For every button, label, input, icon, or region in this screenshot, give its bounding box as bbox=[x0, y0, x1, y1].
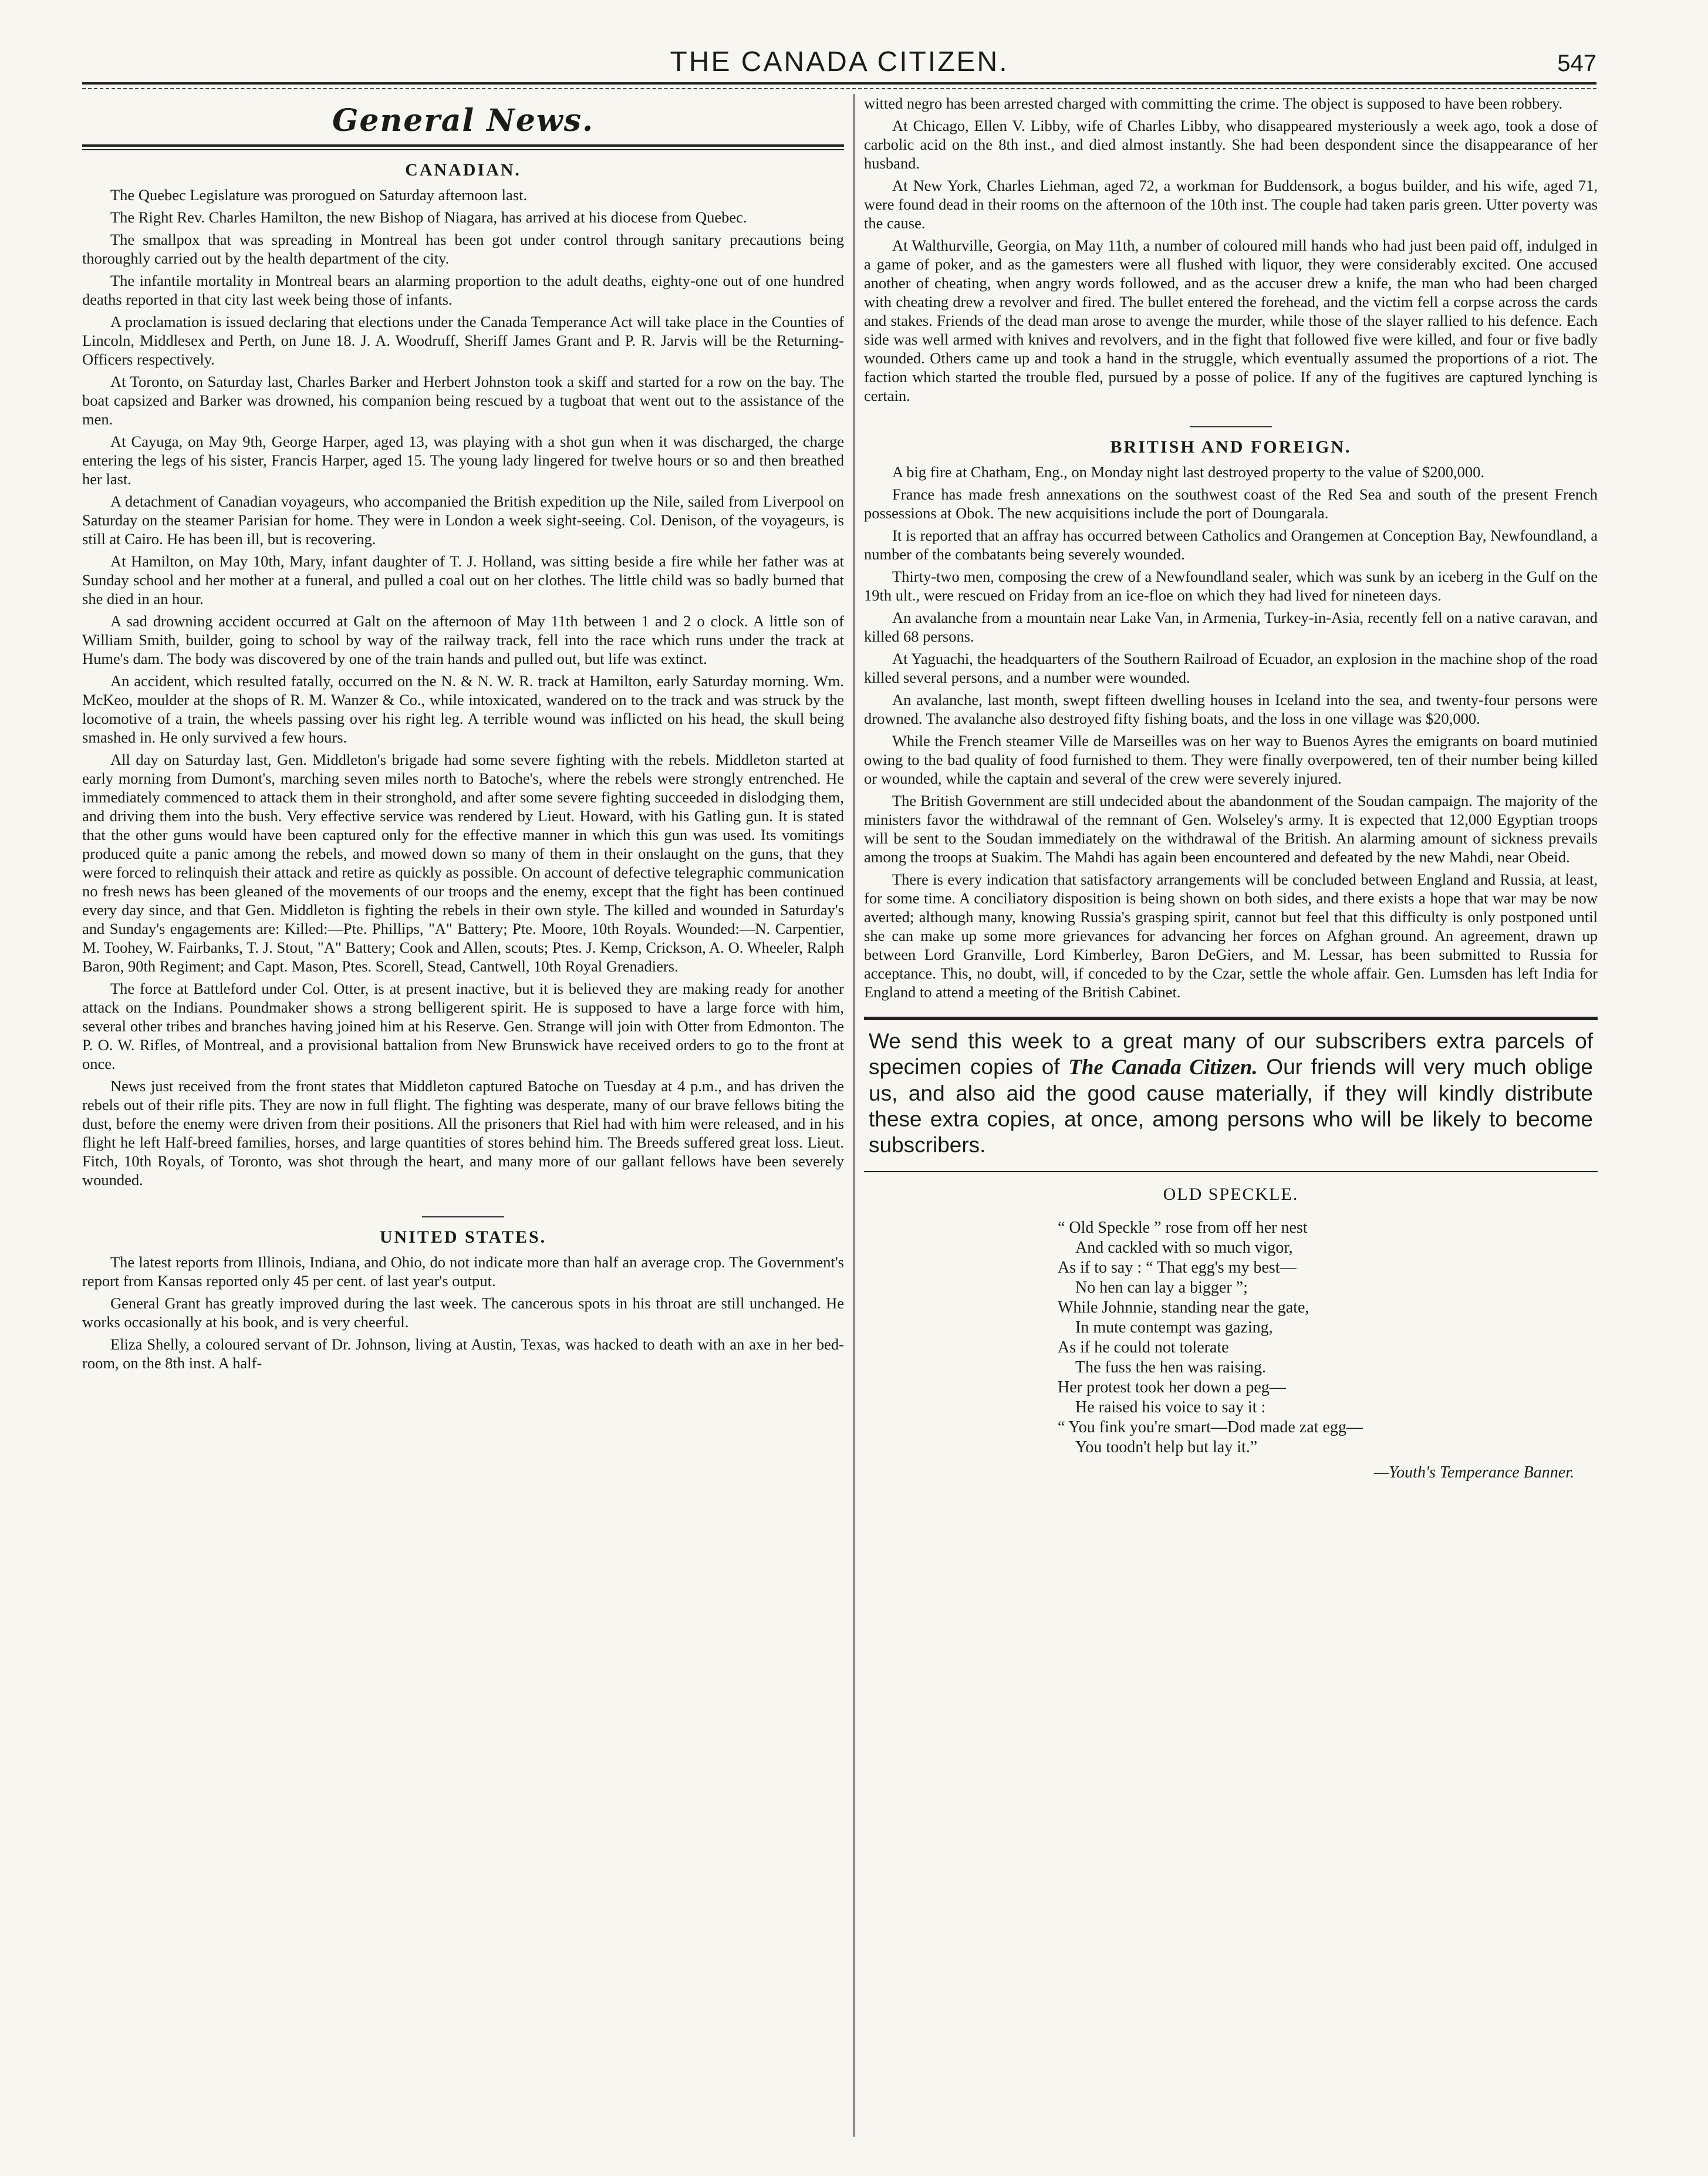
news-paragraph: The infantile mortality in Montreal bears an alarming proportion to the adult deaths, eighty-one out of one hundred deaths reported in that city last week being those of infants. bbox=[82, 272, 844, 308]
news-paragraph: Eliza Shelly, a coloured servant of Dr. Johnson, living at Austin, Texas, was hacked to death with an axe in her bed-room, on the 8th inst. A half- bbox=[82, 1335, 844, 1372]
newspaper-title: THE CANADA CITIZEN. bbox=[670, 46, 1009, 77]
canadian-heading: CANADIAN. bbox=[405, 160, 521, 180]
news-paragraph: Thirty-two men, composing the crew of a Newfoundland sealer, which was sunk by an iceberg in the Gulf on the 19th ult., were rescued on Friday from an ice-floe on which they had lived for nineteen days. bbox=[864, 568, 1598, 604]
united-states-heading: UNITED STATES. bbox=[379, 1227, 547, 1247]
news-paragraph: General Grant has greatly improved during the last week. The cancerous spots in his throat are still unchanged. He works occasionally at his book, and is very cheerful. bbox=[82, 1294, 844, 1331]
news-paragraph: The latest reports from Illinois, Indiana, and Ohio, do not indicate more than half an average crop. The Government's report from Kansas reported only 45 per cent. of last year's output. bbox=[82, 1253, 844, 1290]
header-dashed-rule bbox=[82, 88, 1596, 89]
poem-line: In mute contempt was gazing, bbox=[1075, 1318, 1273, 1337]
news-paragraph: At New York, Charles Liehman, aged 72, a workman for Buddensork, a bogus builder, and his wife, aged 71, were found dead in their rooms on the afternoon of the 10th inst. The couple had taken paris green. Utter poverty was the cause. bbox=[864, 177, 1598, 232]
news-paragraph: While the French steamer Ville de Marseilles was on her way to Buenos Ayres the emigrants on board mutinied owing to the bad quality of food furnished to them. They were finally overpowered, ten of their number being killed or wounded, while the captain and several of the crew were severely injured. bbox=[864, 732, 1598, 787]
poem-line: He raised his voice to say it : bbox=[1075, 1398, 1266, 1416]
news-paragraph: An avalanche, last month, swept fifteen dwelling houses in Iceland into the sea, and twenty-four persons were drowned. The avalanche also destroyed fifty fishing boats, and the loss in one village was $20,000. bbox=[864, 691, 1598, 727]
news-paragraph: It is reported that an affray has occurred between Catholics and Orangemen at Conception Bay, Newfoundland, a number of the combatants being severely wounded. bbox=[864, 527, 1598, 563]
news-paragraph: At Chicago, Ellen V. Libby, wife of Charles Libby, who disappeared mysteriously a week ago, took a dose of carbolic acid on the 8th inst., and died almost instantly. She had been despondent since the disappearance of her husband. bbox=[864, 117, 1598, 172]
poem bbox=[1058, 1218, 1598, 1458]
poem-line: “ Old Speckle ” rose from off her nest bbox=[1058, 1219, 1308, 1237]
news-paragraph: At Toronto, on Saturday last, Charles Barker and Herbert Johnston took a skiff and started for a row on the bay. The boat capsized and Barker was drowned, his companion being rescued by a tugboat that went out to the assistance of the men. bbox=[82, 373, 844, 428]
news-paragraph: All day on Saturday last, Gen. Middleton's brigade had some severe fighting with the rebels. Middleton started at early morning from Dumont's, marching seven miles north to Batoche's, where the rebels were strongly entrenched. He immediately commenced to attack them in their stronghold, and after some severe fighting succeeded in dislodging them, and driving them into the bush. Very effective service was rendered by Lieut. Howard, with his Gatling gun. It is stated that the other guns would have been captured only for the effective manner in which this gun was used. Its vomitings produced quite a panic among the rebels, and mowed down so many of them in their onslaught on the guns, that they were forced to relinquish their attack and retire as quickly as possible. On account of defective telegraphic communication no fresh news has been gleaned of the movements of our troops and the enemy, except that the fight has been continued every day since, and that Gen. Middleton is fighting the rebels in their own style. The killed and wounded in Saturday's and Sunday's engagements are: Killed:—Pte. Phillips, "A" Battery; Pte. Moore, 10th Royals. Wounded:—N. Carpentier, M. Toohey, W. Fairbanks, T. J. Stout, "A" Battery; Cook and Allen, scouts; Ptes. J. Kemp, Crickson, A. O. Wheeler, Ralph Baron, 90th Regiment; and Capt. Mason, Ptes. Scorell, Stead, Cantwell, 10th Royal Grenadiers. bbox=[82, 751, 845, 975]
british-foreign-heading: BRITISH AND FOREIGN. bbox=[1110, 437, 1352, 457]
poem-source: —Youth's Temperance Banner. bbox=[1374, 1463, 1574, 1482]
poem-line: And cackled with so much vigor, bbox=[1075, 1239, 1293, 1257]
right-column bbox=[864, 94, 1598, 1482]
news-paragraph: There is every indication that satisfactory arrangements will be concluded between England and Russia, at least, for some time. A conciliatory disposition is being shown on both sides, and there exists a hope that war may be now averted; although many, knowing Russia's grasping spirit, cannot but feel that this difficulty is only postponed until she can make up some more grievances for advancing her forces on Afghan ground. An agreement, drawn up between Lord Granville, Lord Kimberley, Baron DeGiers, and M. Lessar, has been submitted to Russia for acceptance. This, no doubt, will, if conceded to by the Czar, settle the whole affair. Gen. Lumsden has left India for England to attend a meeting of the British Cabinet. bbox=[864, 871, 1598, 1001]
news-paragraph: At Cayuga, on May 9th, George Harper, aged 13, was playing with a shot gun when it was discharged, the charge entering the legs of his sister, Francis Harper, aged 15. The young lady lingered for twelve hours or so and then breathed her last. bbox=[82, 433, 844, 488]
section-rule bbox=[422, 1216, 504, 1217]
poem-line: “ You fink you're smart—Dod made zat egg— bbox=[1058, 1418, 1363, 1436]
poem-line: Her protest took her down a peg— bbox=[1058, 1378, 1286, 1396]
news-paragraph: The smallpox that was spreading in Montreal has been got under control through sanitary precautions being thoroughly carried out by the health department of the city. bbox=[82, 231, 844, 267]
news-paragraph: The British Government are still undecided about the abandonment of the Soudan campaign. The majority of the ministers favor the withdrawal of the remnant of Gen. Wolseley's army. It is expected that 12,000 Egyptian troops will be sent to the Soudan immediately on the withdrawal of the British. An alarming amount of sickness prevails among the troops at Suakim. The Mahdi has again been encountered and defeated by the new Mahdi, near Obeid. bbox=[864, 792, 1598, 866]
news-paragraph-continued: witted negro has been arrested charged with committing the crime. The object is supposed to have been robbery. bbox=[864, 95, 1563, 112]
news-paragraph: An avalanche from a mountain near Lake Van, in Armenia, Turkey-in-Asia, recently fell on a native caravan, and killed 68 persons. bbox=[864, 609, 1598, 645]
section-masthead: General News. bbox=[332, 103, 595, 139]
notice-paper-title: The Canada Citizen. bbox=[1068, 1055, 1258, 1079]
poem-line: The fuss the hen was raising. bbox=[1075, 1358, 1267, 1377]
page-number: 547 bbox=[1557, 50, 1596, 76]
notice-text-end: Our friends will very much oblige us, and also aid the good cause materially, if they will kindly distribute these extra copies, at once, among persons who will be likely to become subscribers. bbox=[869, 1055, 1593, 1157]
news-paragraph: At Yaguachi, the headquarters of the Southern Railroad of Ecuador, an explosion in the machine shop of the road killed several persons, and a number were wounded. bbox=[864, 650, 1598, 686]
poem-line: You toodn't help but lay it.” bbox=[1075, 1438, 1258, 1456]
news-paragraph: France has made fresh annexations on the southwest coast of the Red Sea and south of the present French possessions at Obok. The new acquisitions include the port of Doungarala. bbox=[864, 485, 1598, 522]
page-header bbox=[82, 46, 1596, 87]
poem-title: OLD SPECKLE. bbox=[1163, 1185, 1299, 1204]
news-paragraph: At Hamilton, on May 10th, Mary, infant daughter of T. J. Holland, was sitting beside a fire while her father was at Sunday school and her mother at a funeral, and pulled a coal out on her clothes. The little child was so badly burned that she died in an hour. bbox=[82, 552, 844, 608]
column-divider bbox=[853, 94, 855, 2137]
news-paragraph: A proclamation is issued declaring that elections under the Canada Temperance Act will take place in the Counties of Lincoln, Middlesex and Perth, on June 18. J. A. Woodruff, Sheriff James Grant and P. R. Jarvis will be the Returning-Officers respectively. bbox=[82, 313, 844, 368]
news-paragraph: A detachment of Canadian voyageurs, who accompanied the British expedition up the Nile, sailed from Liverpool on Saturday on the steamer Parisian for home. They were in London a week sight-seeing. Col. Denison, of the voyageurs, is still at Cairo. He has been ill, but is recovering. bbox=[82, 492, 844, 548]
news-paragraph: News just received from the front states that Middleton captured Batoche on Tuesday at 4 p.m., and has driven the rebels out of their rifle pits. They are now in full flight. The fighting was desperate, many of our brave fellows biting the dust, before the enemy were driven from their positions. All the prisoners that Riel had with him were released, and in his flight he left Half-breed families, horses, and large quantities of stores behind him. The Breeds suffered great loss. Lieut. Fitch, 10th Royals, of Toronto, was shot through the heart, and many more of our gallant fellows have been severely wounded. bbox=[82, 1077, 844, 1189]
news-paragraph: The force at Battleford under Col. Otter, is at present inactive, but it is believed they are making ready for another attack on the Indians. Poundmaker shows a strong belligerent spirit. He is supposed to have a large force with him, several other tribes and branches having joined him at his Reserve. Gen. Strange will join with Otter from Edmonton. The P. O. W. Rifles, of Montreal, and a provisional battalion from New Brunswick have received orders to go to the front at once. bbox=[82, 980, 844, 1072]
news-paragraph: The Right Rev. Charles Hamilton, the new Bishop of Niagara, has arrived at his diocese from Quebec. bbox=[110, 208, 747, 226]
masthead-rule bbox=[82, 144, 844, 150]
poem-line: As if he could not tolerate bbox=[1058, 1338, 1229, 1357]
news-paragraph: An accident, which resulted fatally, occurred on the N. & N. W. R. track at Hamilton, early Saturday morning. Wm. McKeo, moulder at the shops of R. M. Wanzer & Co., while intoxicated, wandered on to the track and was struck by the locomotive of a train, the wheels passing over his right leg. A terrible wound was inflicted on his head, the skull being smashed in. He only survived a few hours. bbox=[82, 672, 844, 746]
notice-text-start: We send this week to a great many of our subscribers extra parcels of specimen copies of bbox=[869, 1029, 1593, 1079]
news-paragraph: The Quebec Legislature was prorogued on Saturday afternoon last. bbox=[110, 186, 528, 204]
news-paragraph: A big fire at Chatham, Eng., on Monday night last destroyed property to the value of $200,000. bbox=[892, 463, 1485, 481]
poem-line: No hen can lay a bigger ”; bbox=[1075, 1278, 1248, 1297]
poem-line: While Johnnie, standing near the gate, bbox=[1058, 1298, 1309, 1317]
news-paragraph: A sad drowning accident occurred at Galt on the afternoon of May 11th between 1 and 2 o clock. A little son of William Smith, builder, going to school by way of the railway track, fell into the race which runs under the track at Hume's dam. The body was discovered by one of the train hands and pulled out, but life was extinct. bbox=[82, 612, 844, 667]
news-paragraph: At Walthurville, Georgia, on May 11th, a number of coloured mill hands who had just been paid off, indulged in a game of poker, and as the gamesters were all flushed with liquor, they were considerably excited. One accused another of cheating, when angry words followed, and as the accuser drew a knife, the man who had been charged with cheating drew a revolver and fired. The bullet entered the forehead, and the victim fell a corpse across the cards and stakes. Friends of the dead man arose to avenge the murder, while those of the slayer rallied to his defence. Each side was well armed with knives and revolvers, and in the fight that followed five were killed, and four or five badly wounded. Others came up and took a hand in the struggle, which eventually assumed the proportions of a riot. The faction which started the trouble fled, pursued by a posse of police. If any of the fugitives are captured lynching is certain. bbox=[864, 237, 1598, 404]
left-column bbox=[82, 94, 844, 1376]
header-rule bbox=[82, 82, 1596, 85]
poem-line: As if to say : “ That egg's my best— bbox=[1058, 1259, 1297, 1277]
subscriber-notice bbox=[864, 1017, 1598, 1172]
section-rule bbox=[1190, 426, 1272, 427]
